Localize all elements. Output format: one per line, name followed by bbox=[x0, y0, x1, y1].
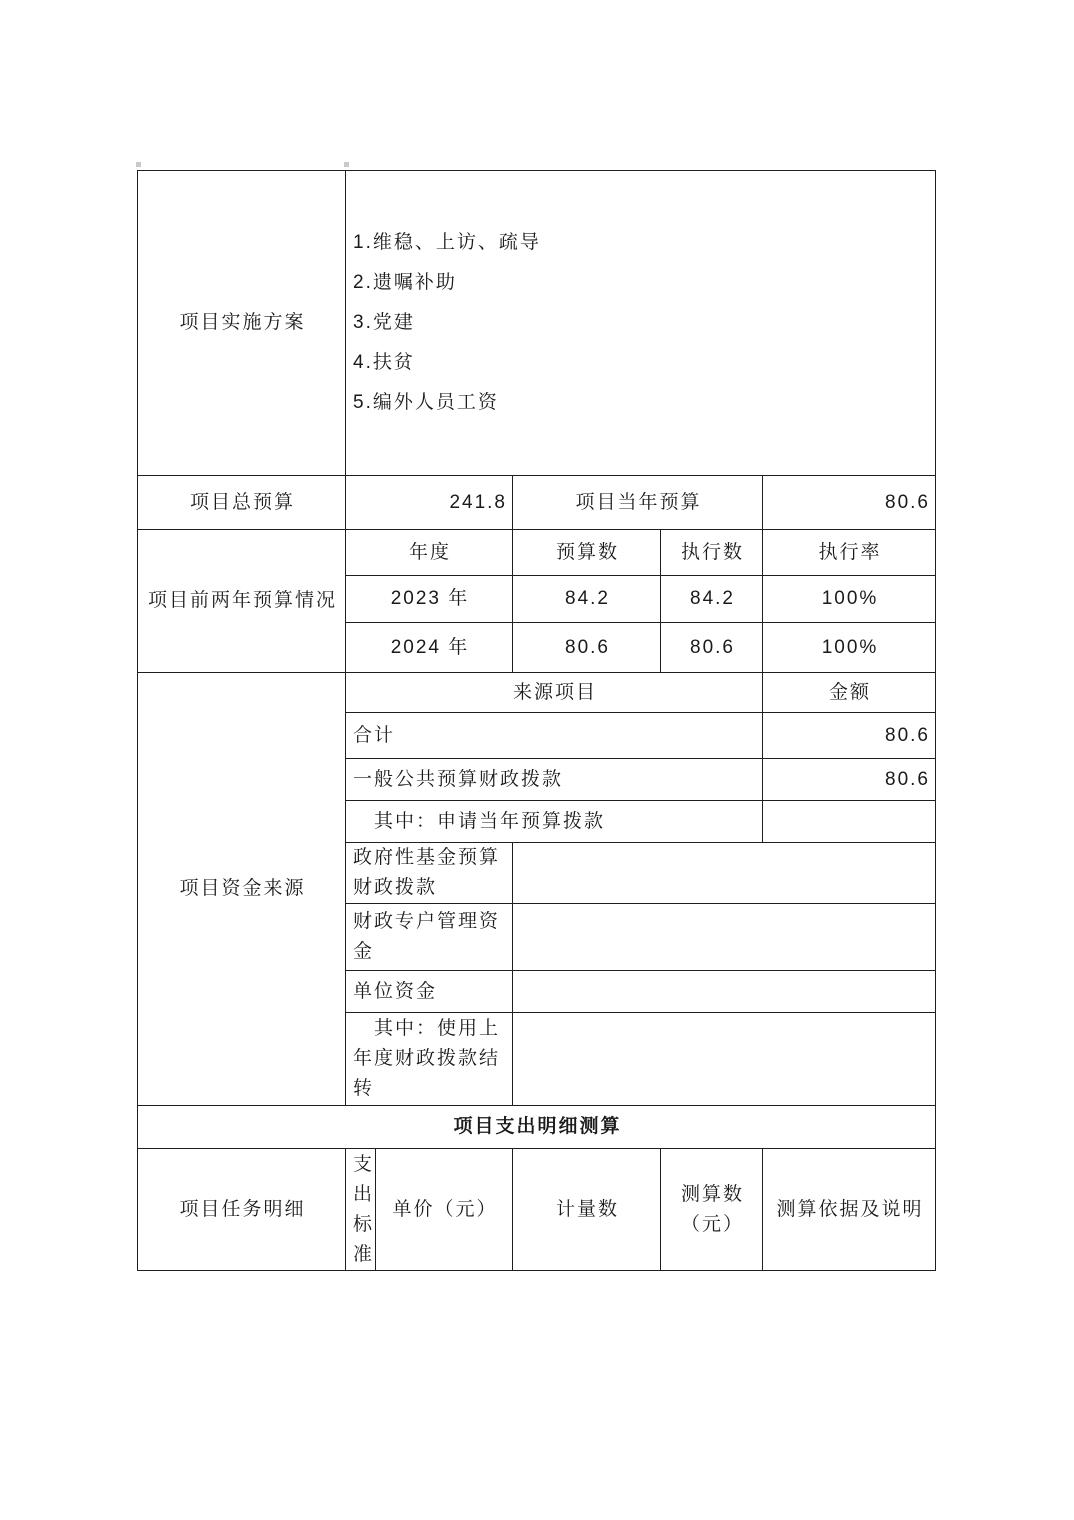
current-year-budget-value: 80.6 bbox=[763, 476, 936, 530]
page-break-artifact bbox=[136, 162, 141, 167]
task-detail-header: 项目任务明细 bbox=[138, 1149, 346, 1271]
prev-years-label: 项目前两年预算情况 bbox=[138, 530, 346, 673]
funding-fiscal-account-label: 财政专户管理资金 bbox=[346, 904, 513, 971]
year-2023-executed: 84.2 bbox=[661, 576, 763, 623]
implementation-plan-content bbox=[346, 171, 936, 476]
row-expense-detail-headers bbox=[138, 1149, 936, 1271]
funding-general-public-label: 一般公共预算财政拨款 bbox=[346, 759, 763, 801]
page-break-artifact bbox=[344, 162, 349, 167]
estimate-header bbox=[661, 1149, 763, 1271]
year-2024-label: 2024 年 bbox=[346, 623, 513, 673]
estimate-header-text: 测算数（元） bbox=[680, 1183, 744, 1235]
funding-total-amount: 80.6 bbox=[763, 713, 936, 759]
plan-item: 1.维稳、上访、疏导 bbox=[353, 232, 541, 253]
rate-header: 执行率 bbox=[763, 530, 936, 576]
funding-carryover-label: 其中：使用上年度财政拨款结转 bbox=[346, 1013, 513, 1106]
unit-price-header: 单价（元） bbox=[376, 1149, 513, 1271]
quantity-header: 计量数 bbox=[513, 1149, 661, 1271]
expense-detail-title: 项目支出明细测算 bbox=[138, 1106, 936, 1149]
executed-header: 执行数 bbox=[661, 530, 763, 576]
year-2024-budget: 80.6 bbox=[513, 623, 661, 673]
row-funding-header bbox=[138, 673, 936, 713]
source-project-header: 来源项目 bbox=[346, 673, 763, 713]
implementation-plan-label: 项目实施方案 bbox=[138, 171, 346, 476]
row-implementation-plan bbox=[138, 171, 936, 476]
project-budget-table bbox=[137, 170, 936, 1271]
plan-item: 5.编外人员工资 bbox=[353, 392, 499, 413]
total-budget-value: 241.8 bbox=[346, 476, 513, 530]
funding-gov-fund-value bbox=[513, 843, 936, 904]
basis-header: 测算依据及说明 bbox=[763, 1149, 936, 1271]
row-total-budget bbox=[138, 476, 936, 530]
plan-item: 4.扶贫 bbox=[353, 352, 415, 373]
year-2023-budget: 84.2 bbox=[513, 576, 661, 623]
funding-current-year-appropriation-amount bbox=[763, 801, 936, 843]
funding-unit-funds-label: 单位资金 bbox=[346, 971, 513, 1013]
funding-gov-fund-label: 政府性基金预算财政拨款 bbox=[346, 843, 513, 904]
funding-total-label: 合计 bbox=[346, 713, 763, 759]
year-2024-executed: 80.6 bbox=[661, 623, 763, 673]
year-2023-rate: 100% bbox=[763, 576, 936, 623]
year-2024-rate: 100% bbox=[763, 623, 936, 673]
funding-carryover-value bbox=[513, 1013, 936, 1106]
row-expense-detail-title bbox=[138, 1106, 936, 1149]
funding-general-public-amount: 80.6 bbox=[763, 759, 936, 801]
expense-standard-header: 支出标准 bbox=[346, 1149, 376, 1271]
amount-header: 金额 bbox=[763, 673, 936, 713]
row-prev-years-header bbox=[138, 530, 936, 576]
funding-source-label: 项目资金来源 bbox=[138, 673, 346, 1106]
plan-item: 2.遗嘱补助 bbox=[353, 272, 457, 293]
funding-current-year-appropriation-label: 其中：申请当年预算拨款 bbox=[346, 801, 763, 843]
current-year-budget-label: 项目当年预算 bbox=[513, 476, 763, 530]
plan-item: 3.党建 bbox=[353, 312, 415, 333]
funding-fiscal-account-value bbox=[513, 904, 936, 971]
year-header: 年度 bbox=[346, 530, 513, 576]
year-2023-label: 2023 年 bbox=[346, 576, 513, 623]
total-budget-label: 项目总预算 bbox=[138, 476, 346, 530]
budget-header: 预算数 bbox=[513, 530, 661, 576]
funding-unit-funds-value bbox=[513, 971, 936, 1013]
